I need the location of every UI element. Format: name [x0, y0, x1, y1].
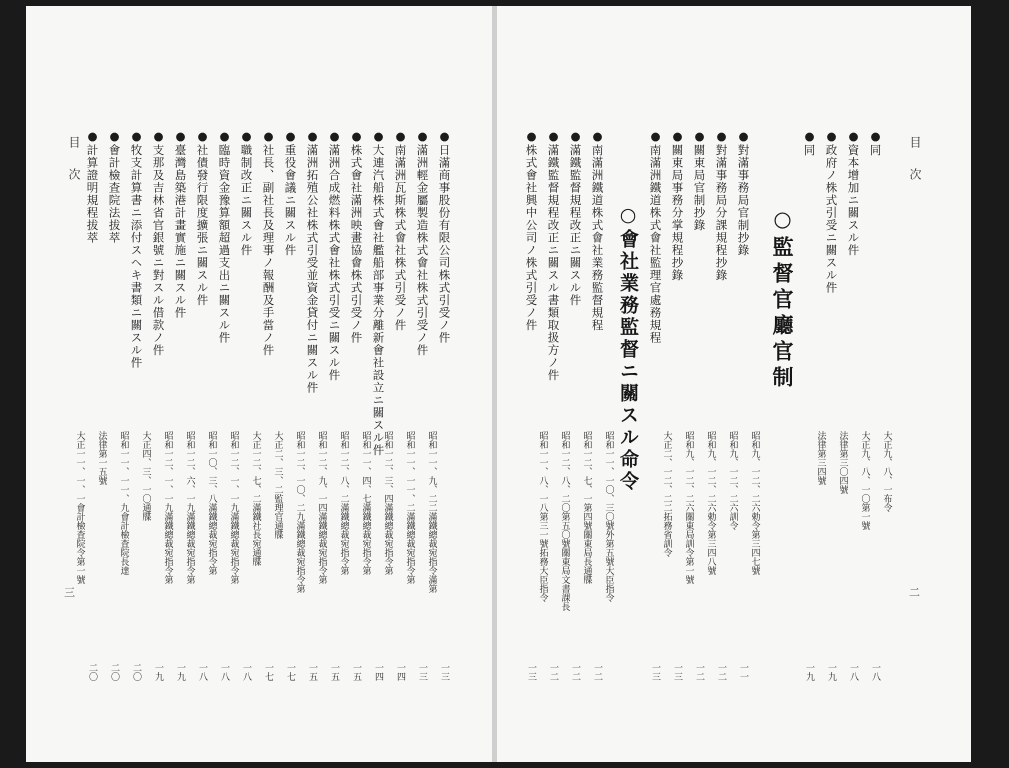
right-page-number: 二	[909, 586, 920, 599]
section-heading-business-supervision: ○會社業務監督ニ關スル命令	[617, 204, 639, 493]
toc-ref: 大正二、三、二監理官通牒	[272, 431, 283, 539]
toc-entry: ●計算證明規程拔萃	[85, 129, 100, 244]
bullet-icon: ●	[802, 129, 817, 144]
toc-ref: 昭和一二、一、一九滿鐵總裁宛指令第	[162, 431, 173, 584]
bullet-icon: ●	[692, 129, 707, 144]
toc-ref: 昭和一二、六、一九滿鐵總裁宛指令第	[184, 431, 195, 584]
toc-ref: 昭和一二、七、一第四號關東局長通牒	[581, 431, 592, 584]
bullet-icon: ●	[85, 129, 100, 144]
bullet-icon: ●	[868, 129, 883, 144]
toc-page: 一九	[826, 663, 836, 681]
toc-page: 一三	[417, 663, 427, 681]
toc-ref: 法律第三〇四號	[837, 431, 848, 494]
toc-page: 一五	[329, 663, 339, 681]
toc-page: 一五	[351, 663, 361, 681]
toc-page: 一二	[716, 663, 726, 681]
toc-ref: 昭和一一、四、七滿鐵總裁宛指令第	[360, 431, 371, 575]
toc-ref: 昭和一二、一、一九滿鐵總裁宛指令第	[228, 431, 239, 584]
toc-ref: 昭和一一、八、一八第三一號拓務大臣指令	[537, 431, 548, 602]
bullet-icon: ●	[217, 129, 232, 144]
bullet-icon: ●	[195, 129, 210, 144]
toc-entry: ●南滿洲鐵道株式會社業務監督規程	[590, 129, 605, 332]
left-page-margin-label: 目 次	[67, 136, 81, 184]
toc-ref: 昭和一二、九、一四滿鐵總裁宛指令第	[316, 431, 327, 584]
toc-entry: ●滿洲拓殖公社株式引受並資金貸付ニ關スル件	[305, 129, 320, 394]
toc-page: 一二	[592, 663, 602, 681]
bullet-icon: ●	[173, 129, 188, 144]
bullet-icon: ●	[261, 129, 276, 144]
toc-entry: ●社債發行限度擴張ニ關スル件	[195, 129, 210, 307]
bullet-icon: ●	[239, 129, 254, 144]
toc-entry: ●重役會議ニ關スル件	[283, 129, 298, 257]
bullet-icon: ●	[371, 129, 386, 144]
bullet-icon: ●	[415, 129, 430, 144]
toc-page: 一八	[848, 663, 858, 681]
bullet-icon: ●	[546, 129, 561, 144]
toc-entry: ●職制改正ニ關スル件	[239, 129, 254, 257]
toc-page: 一八	[241, 663, 251, 681]
toc-entry: ●株式會社興中公司ノ株式引受ノ件	[524, 129, 539, 332]
toc-ref: 昭和一一、九、二二滿鐵總裁宛指令滿第	[426, 431, 437, 593]
bullet-icon: ●	[590, 129, 605, 144]
bullet-icon: ●	[151, 129, 166, 144]
bullet-icon: ●	[846, 129, 861, 144]
left-page-number: 三	[64, 586, 75, 599]
toc-page: 一八	[197, 663, 207, 681]
bullet-icon: ●	[437, 129, 452, 144]
bullet-icon: ●	[670, 129, 685, 144]
toc-ref: 法律第一五號	[96, 431, 107, 485]
toc-ref: 大正一一、一、一會計檢査院令第一號	[74, 431, 85, 584]
toc-page: 一三	[650, 663, 660, 681]
toc-ref: 昭和一一、一一、九會計檢査院長達	[118, 431, 129, 575]
right-page-margin-label: 目 次	[908, 136, 922, 184]
toc-entry: ●大連汽船株式會社艦船部事業分離新會社設立ニ關スル件	[371, 129, 386, 457]
toc-ref: 昭和一二、一〇、二九滿鐵總裁宛指令第	[294, 431, 305, 593]
bullet-icon: ●	[736, 129, 751, 144]
toc-ref: 大正四、三、一〇通牒	[140, 431, 151, 521]
toc-ref: 昭和一二、八、二滿鐵總裁宛指令第	[338, 431, 349, 575]
section-heading-supervisory-offices: ○監督官廳官制	[770, 206, 795, 392]
bullet-icon: ●	[129, 129, 144, 144]
toc-entry: ●同	[868, 129, 883, 157]
toc-entry: ●株式會社滿洲映畫協會株式引受ノ件	[349, 129, 364, 344]
bullet-icon: ●	[568, 129, 583, 144]
left-page	[26, 6, 492, 762]
toc-entry: ●關東局事務分掌規程抄錄	[670, 129, 685, 282]
bullet-icon: ●	[714, 129, 729, 144]
toc-ref: 大正九、八、一布令	[881, 431, 892, 512]
toc-entry: ●對滿事務局官制抄錄	[736, 129, 751, 257]
toc-page: 一三	[526, 663, 536, 681]
toc-entry: ●臨時資金豫算額超過支出ニ關スル件	[217, 129, 232, 344]
right-page	[497, 6, 971, 762]
toc-ref: 昭和一〇、三、八滿鐵總裁宛指令第	[206, 431, 217, 575]
bullet-icon: ●	[393, 129, 408, 144]
toc-page: 一二	[548, 663, 558, 681]
toc-entry: ●牧支計算書ニ添付スヘキ書類ニ關スル件	[129, 129, 144, 369]
toc-ref: 昭和九、一二、二六訓令	[727, 431, 738, 530]
toc-page: 一二	[694, 663, 704, 681]
bullet-icon: ●	[107, 129, 122, 144]
toc-entry: ●社長、副社長及理事ノ報酬及手當ノ件	[261, 129, 276, 357]
toc-page: 一七	[263, 663, 273, 681]
toc-page: 二〇	[131, 663, 141, 681]
toc-page: 一三	[672, 663, 682, 681]
toc-page: 一四	[395, 663, 405, 681]
bullet-icon: ●	[327, 129, 342, 144]
toc-page: 一四	[373, 663, 383, 681]
toc-entry: ●臺灣島築港計畫實施ニ關スル件	[173, 129, 188, 319]
toc-ref: 法律第三四號	[815, 431, 826, 485]
toc-entry: ●南滿洲鐵道株式會社監理官處務規程	[648, 129, 663, 344]
toc-page: 一九	[804, 663, 814, 681]
toc-page: 二〇	[109, 663, 119, 681]
bullet-icon: ●	[524, 129, 539, 144]
toc-ref: 昭和一二、三、四滿鐵總裁宛指令第	[382, 431, 393, 575]
toc-ref: 昭和一一、一一、二滿鐵總裁宛指令第	[404, 431, 415, 584]
bullet-icon: ●	[648, 129, 663, 144]
bullet-icon: ●	[349, 129, 364, 144]
toc-ref: 大正二、一二、二二拓務省訓令	[661, 431, 672, 557]
toc-ref: 昭和九、一二、二六關東局訓令第一號	[683, 431, 694, 584]
toc-page: 二〇	[87, 663, 97, 681]
toc-ref: 昭和九、一二、二六勅令第三四八號	[705, 431, 716, 575]
toc-entry: ●日滿商事股份有限公司株式引受ノ件	[437, 129, 452, 344]
toc-page: 一二	[570, 663, 580, 681]
toc-entry: ●政府ノ株式引受ニ關スル件	[824, 129, 839, 294]
toc-entry: ●滿鐵監督規程改正ニ關スル書類取扱方ノ件	[546, 129, 561, 382]
toc-entry: ●滿洲合成燃料株式會社株式引受ニ關スル件	[327, 129, 342, 382]
toc-page: 一八	[219, 663, 229, 681]
bullet-icon: ●	[824, 129, 839, 144]
toc-page: 一七	[285, 663, 295, 681]
bullet-icon: ●	[305, 129, 320, 144]
toc-entry: ●滿鐵監督規程改正ニ關スル件	[568, 129, 583, 307]
toc-page: 一八	[870, 663, 880, 681]
toc-page: 一一	[738, 663, 748, 681]
toc-entry: ●關東局官制抄錄	[692, 129, 707, 232]
toc-ref: 大正一二、七、二滿鐵社長宛通牒	[250, 431, 261, 566]
bullet-icon: ●	[283, 129, 298, 144]
toc-ref: 昭和九、一二、二六勅令第三四七號	[749, 431, 760, 575]
toc-ref: 大正九、八、一〇第一號	[859, 431, 870, 530]
toc-page: 一五	[307, 663, 317, 681]
toc-entry: ●南滿洲瓦斯株式會社株式引受ノ件	[393, 129, 408, 332]
toc-page: 一九	[153, 663, 163, 681]
toc-page: 一三	[439, 663, 449, 681]
toc-entry: ●對滿事務局分課規程抄錄	[714, 129, 729, 282]
toc-page: 一九	[175, 663, 185, 681]
toc-entry: ●資本增加ニ關スル件	[846, 129, 861, 257]
toc-entry: ●會計檢査院法拔萃	[107, 129, 122, 244]
toc-entry: ●滿洲輕金屬製造株式會社株式引受ノ件	[415, 129, 430, 357]
toc-ref: 昭和一二、八、二〇第五〇號關東局文書課長	[559, 431, 570, 611]
toc-ref: 昭和一一、一〇、三〇號外第五號大臣指令	[603, 431, 614, 602]
toc-entry: ●支那及吉林省官銀號ニ對スル借款ノ件	[151, 129, 166, 357]
toc-entry: ●同	[802, 129, 817, 157]
